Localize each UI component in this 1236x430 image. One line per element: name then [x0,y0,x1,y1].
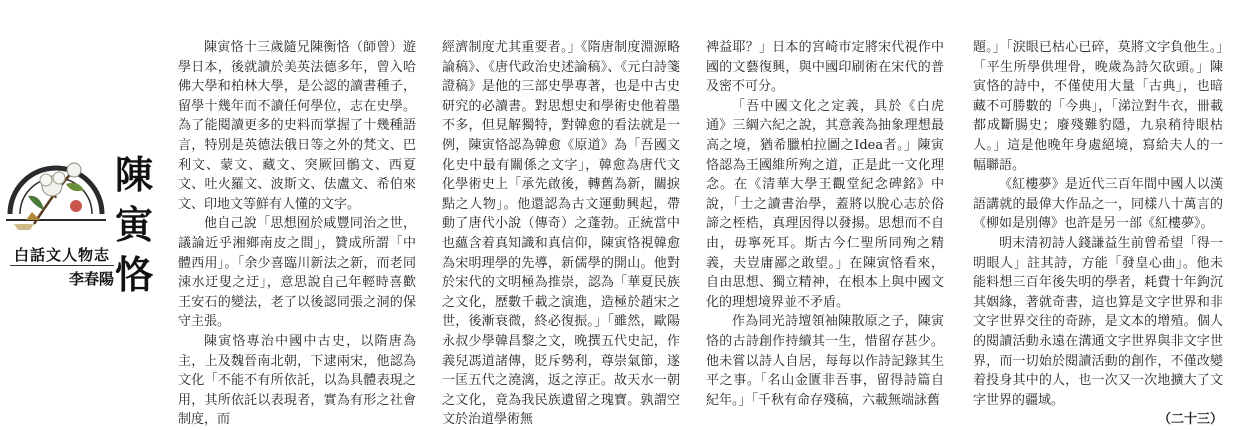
paragraph: 《紅樓夢》是近代三百年間中國人以漢語講就的最偉大作品之一，同樣八十萬言的《柳如是別傳》也許是另一部《紅樓夢》。 [973,177,1223,232]
article-title-text: 陳寅恪 [114,152,153,297]
cotton-flower-emblem-icon [4,150,108,246]
paragraph: 陳寅恪專治中國中古史，以隋唐為主，上及魏晉南北朝，下逮兩宋，他認為文化「不能不有所依託，以為具體表現之用，其所依託以表現者，實為有形之社會制度，而 [178,333,416,428]
series-number: （二十三） [1157,412,1223,428]
masthead-divider [10,265,114,266]
text-column-2 [442,38,680,428]
paragraph: 「吾中國文化之定義，具於《白虎通》三綱六紀之說，其意義為抽象理想最高之境，猶希臘柏拉圖之Idea者。」陳寅恪認為王國維所殉之道，正是此一文化理念。在《清華大學王觀堂紀念碑銘》中說，「士之讀書治學，蓋將以脫心志於俗諦之桎梏，真理因得以發揚。思想而不自由，毋寧死耳。斯古今仁聖所同殉之精義，夫豈庸鄙之敢望。」在陳寅恪看來，自由思想、獨立精神，在根本上與中國文化的理想境界並不矛盾。 [706,98,944,310]
text-column-1 [178,38,416,428]
paragraph: 裨益耶？」日本的宮崎市定將宋代視作中國的文藝復興，與中國印刷術在宋代的普及密不可分。 [706,40,944,95]
paragraph: 題。」「淚眼已枯心已碎，莫將文字負他生。」「平生所學供埋骨，晚歲為詩欠砍頭。」陳寅恪的詩中，不僅使用大量「古典」，也暗藏不可勝數的「今典」，「涕泣對牛衣，卌載都成斷腸史；廢殘難豹隱，九泉稍待眼枯人。」這是他晚年身處絕境，寫給夫人的一幅聯語。 [973,40,1223,173]
paragraph: 作為同光詩壇領袖陳散原之子，陳寅恪的古詩創作持續其一生，惜留存甚少。他未嘗以詩人自居，每每以作詩記錄其生平之事。「名山金匱非吾事，留得詩篇自紀年。」「千秋有命存殘稿，六載無端詠舊 [706,314,944,408]
article-title [112,150,156,300]
masthead [0,0,185,404]
text-column-4 [973,38,1223,428]
paragraph: 他自己說「思想囿於咸豐同治之世，議論近乎湘鄉南皮之間」，贊成所謂「中體西用」。「余少喜臨川新法之新，而老同涑水迂叟之迂」，意思說自己年輕時喜歡王安石的變法，老了以後認同張之洞的保守主張。 [178,216,416,330]
paragraph: 陳寅恪十三歲隨兄陳衡恪（師曾）遊學日本，後就讀於美英法德多年，曾入哈佛大學和柏林大學，是公認的讀書種子，留學十幾年而不讀任何學位，志在史學。為了能閱讀更多的史料而掌握了十幾種語言，特別是英德法俄日等之外的梵文、巴利文、蒙文、藏文、突厥回鶻文、西夏文、吐火羅文、波斯文、佉盧文、希伯來文、印地文等鮮有人懂的文字。 [178,40,416,212]
paragraph: 明末清初詩人錢謙益生前曾希望「得一明眼人」註其詩，方能「發皇心曲」。他未能料想三百年後失明的學者，耗費十年鉤沉其姻緣，著就奇書，這也算是文字世界和非文字世界交往的奇跡，是文本的增殖。個人的閱讀活動永遠在溝通文字世界與非文字世界，而一切始於閱讀活動的創作，不僅改變着投身其中的人，也一次又一次地擴大了文字世界的疆域。 [973,235,1223,408]
author-name: 李春陽 [68,270,114,288]
paragraph: 經濟制度尤其重要者。」《隋唐制度淵源略論稿》、《唐代政治史述論稿》、《元白詩箋證稿》是他的三部史學專著，也是中古史研究的必讀書。對思想史和學術史他着墨不多，但見解獨特，對韓愈的看法就是一例，陳寅恪認為韓愈《原道》為「吾國文化史中最有關係之文字」，韓愈為唐代文化學術史上「承先啟後，轉舊為新，關捩點之人物」。他還認為古文運動興起，帶動了唐代小說（傳奇）之蓬勃。正統當中也蘊含着真知識和真信仰，陳寅恪視韓愈為宋明理學的先導，新儒學的開山。他對於宋代的文明極為推崇，認為「華夏民族之文化，歷數千載之演進，造極於趙宋之世，後漸衰微，終必復振。」「雖然，歐陽永叔少學韓昌黎之文，晚撰五代史記，作義兒馮道諸傳，貶斥勢利，尊崇氣節，遂一匡五代之澆漓，返之淳正。故天水一朝之文化，竟為我民族遺留之瑰寶。孰謂空文於治道學術無 [442,40,680,428]
text-column-3 [706,38,944,408]
column-name: 白話文人物志 [13,246,110,264]
